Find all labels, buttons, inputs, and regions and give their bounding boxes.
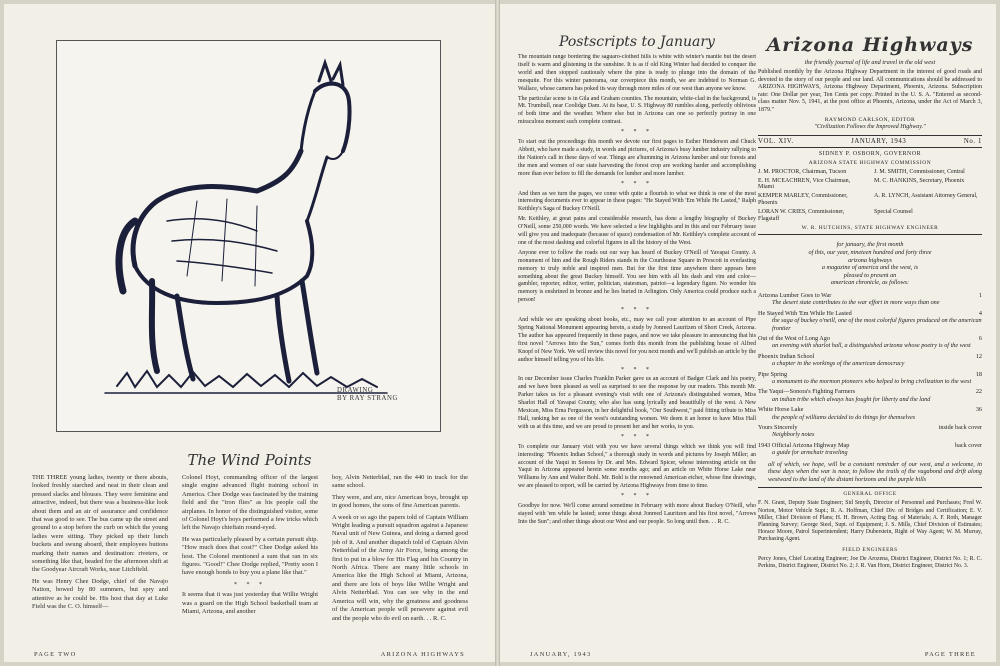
commission-member: LORAN W. CRIES, Commissioner, Flagstaff <box>758 208 845 222</box>
closing-note: all of which, we hope, will be a constant reminder of our west, and a welcome, in these days when the war is near, to follow the trails of the vagabond and drift along westward to the land of the distant horizons and the purple hills <box>768 460 982 483</box>
commission-member: J. M. SMITH, Commissioner, Central <box>874 168 965 175</box>
folio-issue-date: JANUARY, 1943 <box>530 651 592 658</box>
toc-entry[interactable] <box>758 310 982 332</box>
colt-drawing <box>57 41 441 432</box>
drawing-credit-line2: BY RAY STRANG <box>336 395 398 402</box>
toc-page: back cover <box>955 441 982 449</box>
governor-line: SIDNEY P. OSBORN, GOVERNOR <box>818 150 922 157</box>
toc-description: The desert state contributes to the war effort in more ways than one <box>772 299 940 307</box>
toc-page: 6 <box>978 334 982 342</box>
commission-member: M. C. HANKINS, Secretary, Phoenix <box>874 177 965 184</box>
volume-bar <box>758 135 982 148</box>
commission-member: KEMPER MARLEY, Commissioner, Phoenix <box>758 193 848 206</box>
postscripts-paragraph: And while we are speaking about books, etc., may we call your attention to an account of Pipe Spring National Monument appearing herein, a study by Jonreed Lauritzen of Short Creek, Arizona. The author has appeared frequently in these pages, and now we take pleasure in announcing that his first novel "Arrows Into the Sun," comes forth this month from the publishing house of Alfred Knopf of New York. We will review this novel for you next month and we'll publish an article by the author himself telling you of his life. <box>518 317 756 363</box>
article-paragraph: Colonel Hoyt, commanding officer of the largest single engine advanced flight training school in America. Chee Dodge was fascinated by the training field and the "iron flies" as his people call the airplanes. In honor of the distinguished visitor, some of Colonel Hoyt's boys performed a few tricks which left the Navajo chieftain round-eyed. <box>182 474 318 532</box>
masthead-column <box>758 34 982 570</box>
toc-title: Pipe Spring <box>758 370 788 378</box>
commission-list <box>758 169 982 223</box>
toc-entry[interactable] <box>758 406 982 421</box>
postscripts-paragraph: To start out the proceedings this month we devote our first pages to Esther Henderson and Chuck Abbott, who have made a study, in words and pictures, of Arizona's busy lumber industry rallying to the Nation's call in these days of war. Things are a'humming in Arizona lumber and our forests and the men and women of our state harvesting the forest crop are working harder and accomplishing more than ever before to fill the demands for lumber and more lumber. <box>518 139 756 177</box>
postscripts-paragraph: The mountain range bordering the saguaro-clothed hills is white with winter's mantle but the desert itself is warm and glistening in the sunshine. It is as if old King Winter had decided to conquer the world and then stopped cautiously where the pine is ready to plunge into the domain of the mesquite. For this winter panorama, our coverpiece this month, we are indebted to Norman G. Wallace, whose camera has poked its way through more miles of our west than anyone we know. <box>518 54 756 92</box>
article-column-3 <box>332 474 468 646</box>
table-of-contents <box>758 292 982 457</box>
article-paragraph: A week or so ago the papers told of Captain William Wright leading a pursuit squadron against a Japanese Naval unit of New Guinea, and doing a darned good job of it. And another dispatch told of Captain Alvin Netterblad of the Army Air Force, being among the first to put in a blow for His Flag and his Country in North Africa. There are many little schools in America like the High School at Miami, Arizona, and there are lots of boys like Willie Wright and Alvin Netterblad. You can see why in the end America will win, why the greatness and goodness of the American people will persevere against evil and the people who do evil on earth. . . R. C. <box>332 513 468 622</box>
article-column-2 <box>182 474 318 646</box>
toc-description: the people of williams decided to do things for themselves <box>772 413 916 421</box>
toc-title: White Horse Lake <box>758 406 804 414</box>
postscripts-paragraph: In our December issue Charles Franklin Parker gave us an account of Badger Clark and his poetry, and we have been pleased as well as surprised to see the response by our readers. This month Mr. Parker takes us for a pleasant evening's visit with one of Arizona's distinguished women, Miss Sharlot Hall of Yavapai County, who also has sung lyrically and beautifully of the west. A New Mexican, Miss Erna Fergusson, in her delightful book, "Our Southwest," paid fitting tribute to Miss Hall, ranking her as one of the west's outstanding women. We deem it an honor to have Miss Hall with us at this time, and we are proud to present her and her works, to you. <box>518 376 756 430</box>
postscripts-title: Postscripts to January <box>559 34 715 50</box>
masthead-tagline: the friendly journal of life and travel in the old west <box>804 59 936 66</box>
general-office-heading: GENERAL OFFICE <box>843 491 897 498</box>
toc-page: 18 <box>975 370 982 378</box>
toc-description: an indian tribe which always has fought for liberty and the land <box>772 395 931 403</box>
toc-description: a monument to the mormon pioneers who helped to bring civilization to the west <box>772 377 972 385</box>
divider-rule <box>758 487 982 488</box>
toc-entry[interactable] <box>758 335 982 350</box>
field-engineers-list: Percy Jones, Chief Locating Engineer; Joe De Arozena, District Engineer, District No. 1; R. C. Perkins, District Engineer, District No. 2; J. R. Van Horn, District Engineer, District No. 3. <box>758 555 982 569</box>
commission-member: Special Counsel <box>874 208 913 215</box>
article-paragraph: He was particularly pleased by a certain pursuit ship. "How much does that cost?" Chee Dodge asked his host. The Colonel mentioned a sum that ran in six figures. "Good!" Chee Dodge replied, "Pretty soon I have enough bonds to buy you a plane like that." <box>182 535 318 577</box>
toc-title: He Stayed With 'Em While He Lasted <box>758 309 852 317</box>
issue-date: JANUARY, 1943 <box>851 137 907 145</box>
toc-description: Neighborly notes <box>772 431 815 439</box>
toc-entry[interactable] <box>758 442 982 457</box>
commission-member: E. H. MCEACHREN, Vice Chairman, Miami <box>758 177 851 191</box>
toc-title: Out of the West of Long Ago <box>758 334 830 342</box>
toc-entry[interactable] <box>758 424 982 439</box>
commission-member: J. M. PROCTOR, Chairman, Tucson <box>758 168 847 175</box>
folio-page-number: PAGE THREE <box>924 651 976 658</box>
postscripts-paragraph: Goodbye for now. We'll come around sometime in February with more about Buckey O'Neill, who stayed with 'em while he lasted; some things about Jonreed Lauritzen and his first novel, "Arrows Into the Sun"; and other things about our West and our people. So long until then. . . R. C. <box>518 503 756 525</box>
toc-page: 22 <box>975 388 982 396</box>
toc-description: a guide for armchair traveling <box>772 449 848 457</box>
toc-title: 1943 Official Arizona Highway Map <box>758 441 850 449</box>
toc-description: a chapter in the workings of the american democracy <box>772 360 905 368</box>
commission-member: A. R. LYNCH, Assistant Attorney General, <box>874 193 978 200</box>
drawing-credit <box>337 387 398 403</box>
commission-heading: ARIZONA STATE HIGHWAY COMMISSION <box>808 159 932 166</box>
issue-number: No. 1 <box>963 137 982 145</box>
left-page <box>4 4 495 662</box>
toc-page: 12 <box>975 352 982 360</box>
toc-title: The Yaqui—Sonora's Fighting Farmers <box>758 388 856 396</box>
folio-page-number: PAGE TWO <box>34 651 77 658</box>
toc-page: inside back cover <box>938 423 982 431</box>
section-divider: * * * <box>621 180 653 187</box>
postscripts-paragraph: The particular scene is in Gila and Graham counties. The mountain, white-clad in the background, is Mt. Trumbull, near Coolidge Dam. At its base, U. S. Highway 80 rumbles along, perfectly oblivious of both time and the weather. Where else but in Arizona can one so perfectly portray in one miraculous moment such complete contrast. <box>518 95 756 126</box>
article-paragraph: They were, and are, nice American boys, brought up in good homes, the sons of fine American parents. <box>332 493 468 510</box>
toc-entry[interactable] <box>758 388 982 403</box>
section-divider: * * * <box>621 433 653 440</box>
postscripts-paragraph: Mr. Keithley, at great pains and considerable research, has done a lengthy biography of Buckey O'Neill, some 250,000 words. We have selected a few highlights and in this and our February issue will give you and inadequate (because of space) condensation of Mr. Keithley's complete account of one of the most dashing and colorful figures in all the history of the West. <box>518 216 756 246</box>
section-divider: * * * <box>621 307 653 314</box>
toc-description: an evening with sharlot hall, a distinguished arizona whose poetry is of the west <box>772 342 971 350</box>
toc-entry[interactable] <box>758 353 982 368</box>
postscripts-paragraph: To complete our January visit with you we have several things which we think you will find interesting: "Phoenix Indian School," a thorough study in words and pictures by Joseph Miller; an account of the Yaqui in Sonora by Dr. and Mrs. Edward Spicer, whose interesting article on the Yaqui in Arizona appeared herein some months ago; and an article on White Horse Lake near Williams by Ann and Walter Bohl. Mr. Bohl is the renowned American etcher, whose fine drawings, we are pleased to report, will be carried by Arizona Highways from time to time. <box>518 443 756 490</box>
toc-page: 36 <box>975 406 982 414</box>
drawing-credit-line1: DRAWING <box>336 387 374 394</box>
article-columns <box>32 474 468 646</box>
field-engineers-heading: FIELD ENGINEERS <box>842 546 898 553</box>
toc-title: Phoenix Indian School <box>758 352 815 360</box>
dedication-line: for january, the first month <box>836 241 904 249</box>
toc-title: Arizona Lumber Goes to War <box>758 291 832 299</box>
masthead-title: Arizona Highways <box>766 34 974 56</box>
section-divider: * * * <box>621 493 653 500</box>
dedication-line: arizona highways <box>848 256 892 264</box>
masthead-motto: "Civilization Follows the Improved Highway." <box>814 124 926 131</box>
dedication-line: pleased to present an <box>843 271 897 279</box>
postscripts-paragraph: Anyone ever to follow the roads out our way has heard of Buckey O'Neill of Yavapai County. A monument of him and the Rough Riders stands in the Courthouse Square in Prescott in everlasting memory to truly noble and inspired men. But for the first time anywhere there appears here something about the great Buckey himself. You see him with all his dash and vim and color—gambler, reporter, editor, writer, politician, statesman, patriot—a legendary figure. No wonder his memory is enshrined in bronze and he lies buried in Arlington. Only America could produce such a person! <box>518 249 756 304</box>
article-paragraph: THE THREE young ladies, twenty or there abouts, looked freshly starched and neat in their clean and pressed slacks and blouses. They were feminine and attractive, indeed, but there was a business-like look about them and an air of assurance and confidence that was good to see. The bus came up the street and ground to a stop before the curb on which the young ladies were sitting. They picked up their lunch buckets and swung aboard, their employees buttons marking their names and destination: riveters, or something like that, headed for the afternoon shift at the Goodyear Aircraft Works, near Litchfield. <box>32 474 168 574</box>
dedication-line: american chronicle, as follows: <box>830 279 910 287</box>
volume-number: VOL. XIV. <box>758 137 794 145</box>
toc-page: 4 <box>978 309 982 317</box>
article-paragraph: He was Henry Chee Dodge, chief of the Navajo Nation, bowed by 80 summers, but spry and attentive as he could be. His host that day at Luke Field was the C. O. himself— <box>32 577 168 611</box>
section-divider: * * * <box>234 581 266 588</box>
dedication-line: of this, our year, nineteen hundred and forty three <box>808 248 932 256</box>
right-page <box>500 4 996 662</box>
dedication-line: a magazine of america and the west, is <box>821 264 919 272</box>
colt-drawing-frame <box>56 40 441 432</box>
engineer-line: W. R. HUTCHINS, STATE HIGHWAY ENGINEER <box>801 225 939 232</box>
postscripts-paragraph: And then as we turn the pages, we come with quite a flourish to what we think is one of the most interesting documents ever to appear in these pages: "He Stayed With 'Em While He Lasted," Ralph Keithley's Saga of Buckey O'Neill. <box>518 190 756 213</box>
article-column-1 <box>32 474 168 646</box>
article-paragraph: boy, Alvin Netterblad, ran the 440 in track for the same school. <box>332 474 468 490</box>
toc-entry[interactable] <box>758 371 982 386</box>
divider-rule <box>758 234 982 235</box>
dedication <box>758 241 982 287</box>
editor-line: RAYMOND CARLSON, EDITOR <box>824 116 916 123</box>
folio-magazine-name: ARIZONA HIGHWAYS <box>380 651 465 658</box>
section-divider: * * * <box>621 366 653 373</box>
toc-entry[interactable] <box>758 292 982 307</box>
article-paragraph: It seems that it was just yesterday that Willie Wright was a guard on the High School basketball team at Miami, Arizona, and another <box>182 591 318 616</box>
toc-title: Yours Sincerely <box>758 423 798 431</box>
general-office-staff: F. N. Grant, Deputy State Engineer; Sid Smyth, Director of Personnel and Purchases; Fred W. Norton, Motor Vehicle Supt.; R. A. Hoffman, Chief Div. of Bridges and Certification; E. V. Miller, Chief Division of Plans; H. H. Brown, Acting Eng. of Materials; A. F. Roth, Manager Planning Survey; George Steel, Supt. of Equipment; J. S. Mills, Chief Division of Estimates; Horace Moore, Patrol Superintendent; Harry Duberstein, Right of Way Agent; W. M. Murray, Purchasing Agent. <box>758 500 982 543</box>
toc-page: 1 <box>978 291 982 299</box>
section-divider: * * * <box>621 129 653 136</box>
toc-description: the saga of buckey o'neill, one of the most colorful figures produced on the american frontier <box>772 317 982 332</box>
postscripts-body <box>518 54 756 639</box>
article-title: The Wind Points <box>187 451 312 469</box>
publisher-notice: Published monthly by the Arizona Highway Department in the interest of good roads and devoted to the story of our people and our land. All communications should be addressed to ARIZONA HIGHWAYS, Arizona Highway Department, Phoenix, Arizona. Subscription rate: One Dollar per year, Ten Cents per copy. Printed in the U. S. A. "Entered as second-class matter Nov. 5, 1941, at the post office at Phoenix, Arizona, under the Act of March 3, 1879." <box>758 69 982 113</box>
